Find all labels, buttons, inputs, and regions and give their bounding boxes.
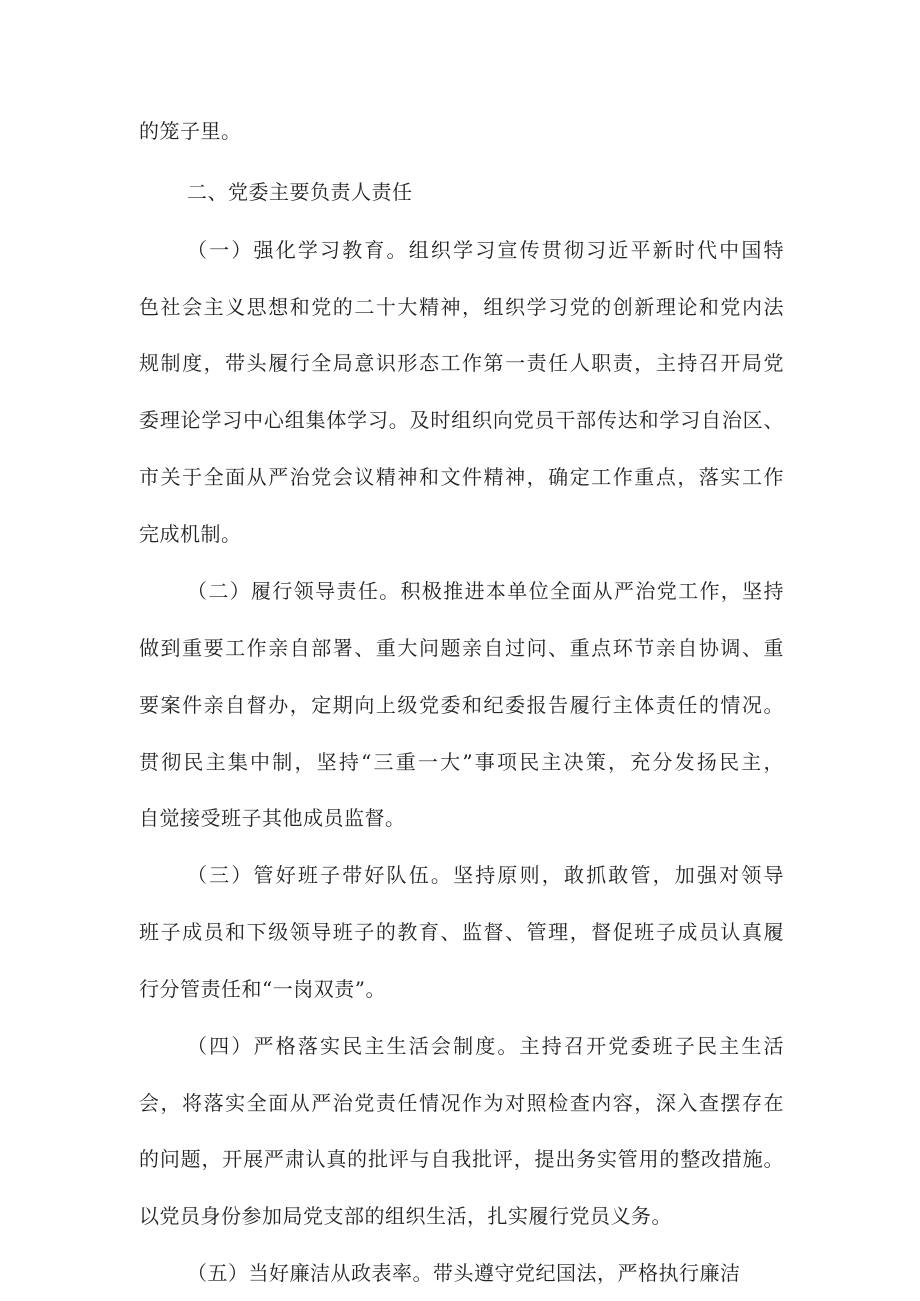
paragraph-line: 行分管责任和“一岗双责”。 (139, 977, 386, 1001)
continuation-text: 的笼子里。 (139, 119, 242, 143)
paragraph-line: 以党员身份参加局党支部的组织生活，扎实履行党员义务。 (139, 1204, 672, 1228)
paragraph-line: 做到重要工作亲自部署、重大问题亲自过问、重点环节亲自协调、重 (139, 636, 784, 660)
paragraph-line: 色社会主义思想和党的二十大精神，组织学习党的创新理论和党内法 (139, 295, 784, 319)
paragraph-line: 贯彻民主集中制，坚持“三重一大”事项民主决策，充分发扬民主， (139, 750, 784, 774)
paragraph-line: （一）强化学习教育。组织学习宣传贯彻习近平新时代中国特 (187, 238, 784, 262)
paragraph-line: 委理论学习中心组集体学习。及时组织向党员干部传达和学习自治区、 (139, 408, 784, 432)
section-heading: 二、党委主要负责人责任 (187, 180, 413, 204)
paragraph-line: （五）当好廉洁从政表率。带头遵守党纪国法，严格执行廉洁 (187, 1261, 741, 1285)
paragraph-line: （三）管好班子带好队伍。坚持原则，敢抓敢管，加强对领导 (187, 863, 784, 887)
paragraph-line: 完成机制。 (139, 522, 242, 546)
paragraph-line: 市关于全面从严治党会议精神和文件精神，确定工作重点，落实工作 (139, 465, 784, 489)
paragraph-line: 规制度，带头履行全局意识形态工作第一责任人职责，主持召开局党 (139, 351, 784, 375)
paragraph-line: （二）履行领导责任。积极推进本单位全面从严治党工作，坚持 (187, 579, 784, 603)
paragraph-line: 班子成员和下级领导班子的教育、监督、管理，督促班子成员认真履 (139, 920, 784, 944)
paragraph-line: 的问题，开展严肃认真的批评与自我批评，提出务实管用的整改措施。 (139, 1147, 784, 1171)
paragraph-line: 会，将落实全面从严治党责任情况作为对照检查内容，深入查摆存在 (139, 1091, 784, 1115)
paragraph-line: 要案件亲自督办，定期向上级党委和纪委报告履行主体责任的情况。 (139, 693, 784, 717)
paragraph-line: （四）严格落实民主生活会制度。主持召开党委班子民主生活 (187, 1034, 784, 1058)
paragraph-line: 自觉接受班子其他成员监督。 (139, 806, 406, 830)
